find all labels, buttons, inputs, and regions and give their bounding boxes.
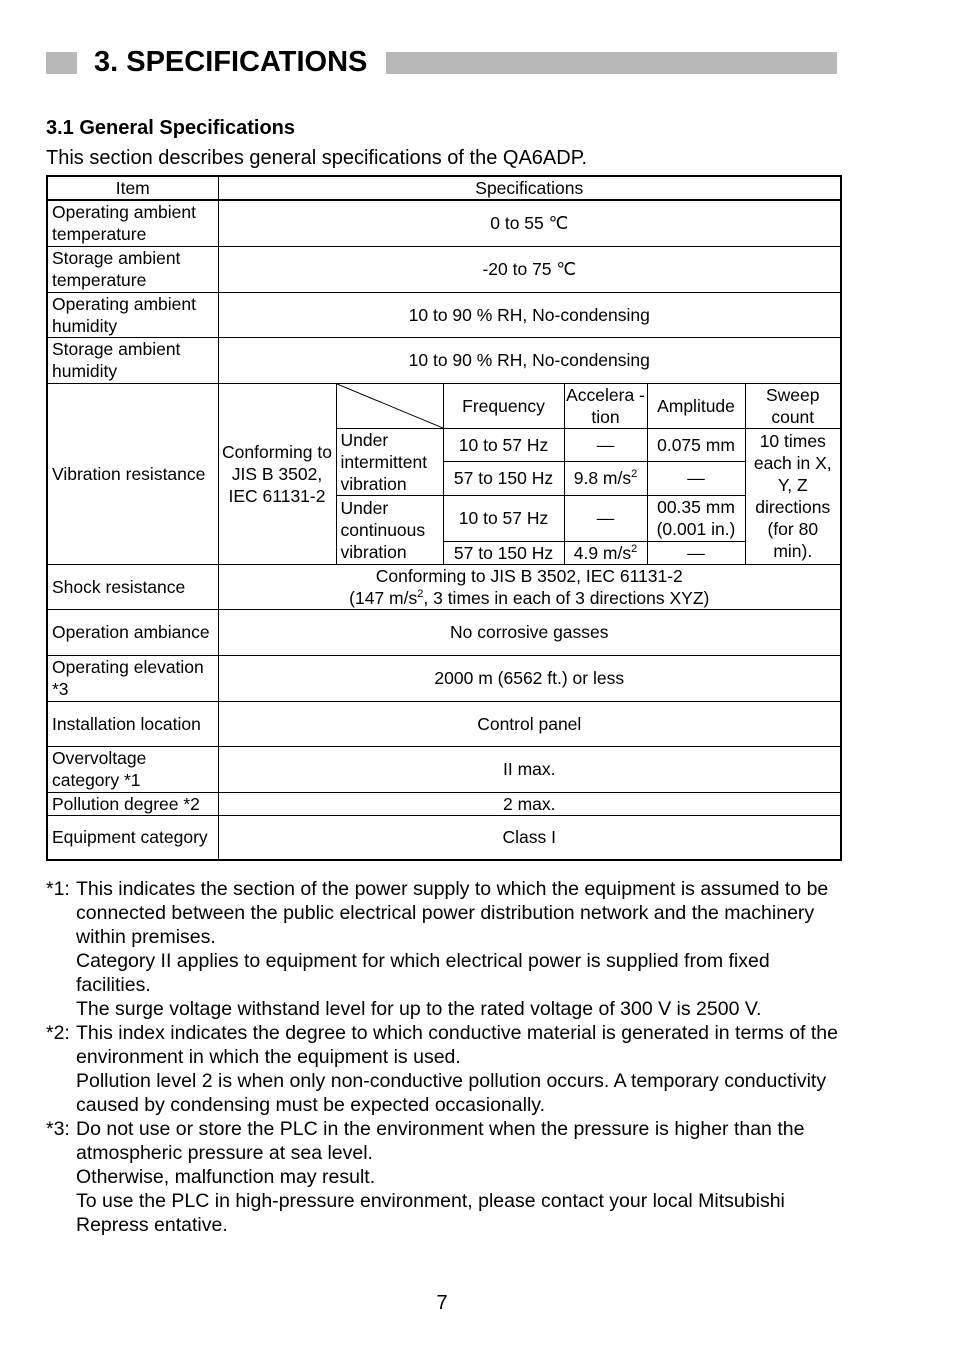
row-value: -20 to 75 ℃ <box>218 246 841 292</box>
footnote-text: The surge voltage withstand level for up to the rated voltage of 300 V is 2500 V. <box>76 998 762 1020</box>
amplitude-cell: — <box>647 461 745 495</box>
header-bar-right <box>386 52 837 74</box>
table-row <box>47 792 841 815</box>
footnote-3 <box>46 1117 846 1237</box>
table-row <box>47 246 841 292</box>
footnote-text: Otherwise, malfunction may result. <box>76 1166 376 1188</box>
amplitude-cell: — <box>647 541 745 564</box>
header-spec: Specifications <box>218 176 841 200</box>
acceleration-cell: — <box>564 428 647 461</box>
footnote-mark: *2: <box>46 1022 70 1044</box>
footnote-1 <box>46 877 846 1021</box>
table-row <box>47 200 841 246</box>
header-item: Item <box>47 176 218 200</box>
sweep-value: 10 times each in X, Y, Z directions (for 80 min). <box>745 428 841 564</box>
row-item: Pollution degree *2 <box>47 792 218 815</box>
diagonal-cell <box>336 383 443 428</box>
row-item: Installation location <box>47 701 218 746</box>
row-value: No corrosive gasses <box>218 609 841 655</box>
row-item: Operating elevation *3 <box>47 655 218 701</box>
table-row <box>47 701 841 746</box>
footnote-2 <box>46 1021 846 1117</box>
row-item: Operating ambient temperature <box>47 200 218 246</box>
row-value: 10 to 90 % RH, No-condensing <box>218 292 841 337</box>
table-row <box>47 292 841 337</box>
amplitude-cell: 0.075 mm <box>647 428 745 461</box>
vibration-standard: Conforming to JIS B 3502, IEC 61131-2 <box>218 383 336 564</box>
footnote-mark: *3: <box>46 1118 70 1140</box>
table-row <box>47 815 841 860</box>
footnote-text: To use the PLC in high-pressure environment, please contact your local Mitsubishi Repress entative. <box>76 1190 785 1236</box>
footnote-text: This indicates the section of the power supply to which the equipment is assumed to be connected between the public electrical power distribution network and the machinery within premises. <box>76 878 829 948</box>
col-frequency: Frequency <box>443 383 564 428</box>
page-number: 7 <box>436 1292 448 1314</box>
row-item: Operating ambient humidity <box>47 292 218 337</box>
row-value: Class I <box>218 815 841 860</box>
table-row <box>47 609 841 655</box>
row-item: Storage ambient temperature <box>47 246 218 292</box>
row-item: Overvoltage category *1 <box>47 746 218 792</box>
section-title: 3.1 General Specifications <box>46 117 295 139</box>
footnote-text: Category II applies to equipment for which electrical power is supplied from fixed facilities. <box>76 950 770 996</box>
acceleration-cell: 4.9 $m/s^2$ <box>564 541 647 564</box>
col-sweep: Sweep count <box>745 383 841 428</box>
row-value: II max. <box>218 746 841 792</box>
acceleration-cell: 9.8 $m/s^2$ <box>564 461 647 495</box>
row-item: Operation ambiance <box>47 609 218 655</box>
footnote-text: This index indicates the degree to which conductive material is generated in terms of the environment in which the equipment is used. <box>76 1022 838 1068</box>
shock-value <box>218 564 841 609</box>
table-row <box>47 337 841 383</box>
continuous-label: Under continuous vibration <box>336 495 443 564</box>
page-title: 3. SPECIFICATIONS <box>94 46 368 78</box>
row-item: Equipment category <box>47 815 218 860</box>
row-item: Storage ambient humidity <box>47 337 218 383</box>
row-value: 0 to 55 ℃ <box>218 200 841 246</box>
frequency-cell: 57 to 150 Hz <box>443 541 564 564</box>
table-row <box>47 564 841 609</box>
footnote-text: Pollution level 2 is when only non-conductive pollution occurs. A temporary conductivity caused by condensing must be expected occasionally. <box>76 1070 827 1116</box>
amplitude-cell: 00.35 mm (0.001 in.) <box>647 495 745 541</box>
row-value: 10 to 90 % RH, No-condensing <box>218 337 841 383</box>
shock-item: Shock resistance <box>47 564 218 609</box>
row-value: Control panel <box>218 701 841 746</box>
vibration-item: Vibration resistance <box>47 383 218 564</box>
header-bar-left <box>46 52 77 74</box>
shock-line2: (147 $m/s^2$, 3 times in each of 3 directions XYZ) <box>349 587 710 608</box>
table-row <box>47 746 841 792</box>
table-header-row <box>47 176 841 200</box>
intermittent-label: Under intermittent vibration <box>336 428 443 495</box>
footnote-mark: *1: <box>46 878 70 900</box>
col-acceleration: Accelera -tion <box>564 383 647 428</box>
frequency-cell: 10 to 57 Hz <box>443 428 564 461</box>
row-value: 2 max. <box>218 792 841 815</box>
row-value: 2000 m (6562 ft.) or less <box>218 655 841 701</box>
col-amplitude: Amplitude <box>647 383 745 428</box>
vibration-header-row <box>47 383 841 428</box>
acceleration-cell: — <box>564 495 647 541</box>
footnotes <box>46 877 846 1237</box>
spec-table <box>46 175 842 861</box>
section-intro: This section describes general specifications of the QA6ADP. <box>46 147 588 169</box>
footnote-text: Do not use or store the PLC in the environment when the pressure is higher than the atmospheric pressure at sea level. <box>76 1118 805 1164</box>
frequency-cell: 57 to 150 Hz <box>443 461 564 495</box>
shock-line1: Conforming to JIS B 3502, IEC 61131-2 <box>375 565 683 586</box>
table-row <box>47 655 841 701</box>
frequency-cell: 10 to 57 Hz <box>443 495 564 541</box>
